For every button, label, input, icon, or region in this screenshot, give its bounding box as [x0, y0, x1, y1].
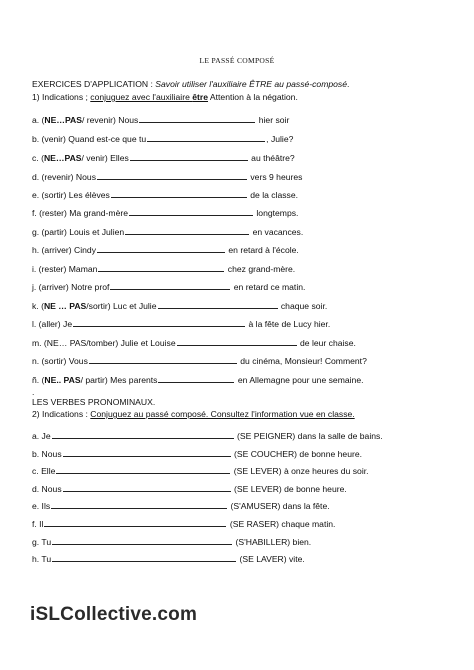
exercise-item-n: n. (sortir) Vous du cinéma, Monsieur! Comment? [32, 356, 367, 366]
answer-blank[interactable] [52, 430, 234, 439]
exercise-item-h: h. (arriver) Cindy en retard à l'école. [32, 245, 299, 255]
exercise-item-n-tilde: ñ. (NE.. PAS/ partir) Mes parents en Allemagne pour une semaine. [32, 375, 364, 385]
separator-dot: . [32, 387, 35, 397]
pronominal-item-f: f. Il (SE RASER) chaque matin. [32, 519, 336, 529]
exercise-item-g: g. (partir) Louis et Julien en vacances. [32, 227, 304, 237]
answer-blank[interactable] [147, 133, 265, 142]
answer-blank[interactable] [125, 226, 249, 235]
answer-blank[interactable] [89, 355, 237, 364]
exercise-item-c: c. (NE…PAS/ venir) Elles au théâtre? [32, 153, 295, 163]
exercise-item-l: l. (aller) Je à la fête de Lucy hier. [32, 319, 331, 329]
section2-instructions: 2) Indications : Conjuguez au passé composé. Consultez l'information vue en classe. [32, 409, 355, 419]
exercise-item-e: e. (sortir) Les élèves de la classe. [32, 190, 299, 200]
pronominal-item-d: d. Nous (SE LEVER) de bonne heure. [32, 484, 347, 494]
answer-blank[interactable] [111, 189, 247, 198]
answer-blank[interactable] [63, 483, 231, 492]
exercise-item-i: i. (rester) Maman chez grand-mère. [32, 264, 296, 274]
answer-blank[interactable] [177, 337, 297, 346]
pronominal-item-g: g. Tu (S'HABILLER) bien. [32, 537, 312, 547]
exercise-item-j: j. (arriver) Notre prof en retard ce matin. [32, 282, 306, 292]
answer-blank[interactable] [158, 300, 278, 309]
pronominal-item-a: a. Je (SE PEIGNER) dans la salle de bains. [32, 431, 383, 441]
answer-blank[interactable] [158, 374, 234, 383]
watermark-logo: iSLCollective.com [30, 604, 198, 625]
answer-blank[interactable] [97, 244, 225, 253]
answer-blank[interactable] [63, 448, 231, 457]
answer-blank[interactable] [130, 152, 248, 161]
answer-blank[interactable] [44, 518, 226, 527]
answer-blank[interactable] [129, 207, 253, 216]
section2-header: LES VERBES PRONOMINAUX. [32, 397, 156, 407]
answer-blank[interactable] [56, 465, 230, 474]
answer-blank[interactable] [98, 263, 224, 272]
section1-instructions: 1) Indications ; conjuguez avec l'auxiliaire être Attention à la négation. [32, 92, 298, 102]
answer-blank[interactable] [73, 318, 245, 327]
exercise-item-b: b. (venir) Quand est-ce que tu , Julie? [32, 134, 294, 144]
answer-blank[interactable] [52, 536, 232, 545]
section1-header: EXERCICES D'APPLICATION : Savoir utiliser l'auxiliaire ÊTRE au passé-composé. [32, 79, 350, 89]
answer-blank[interactable] [51, 500, 227, 509]
exercise-item-k: k. (NE … PAS/sortir) Luc et Julie chaque soir. [32, 301, 328, 311]
answer-blank[interactable] [52, 553, 236, 562]
pronominal-item-h: h. Tu (SE LAVER) vite. [32, 554, 305, 564]
exercise-item-a: a. (NE…PAS/ revenir) Nous hier soir [32, 115, 290, 125]
exercise-item-d: d. (revenir) Nous vers 9 heures [32, 172, 303, 182]
answer-blank[interactable] [139, 114, 255, 123]
answer-blank[interactable] [110, 281, 230, 290]
exercise-item-f: f. (rester) Ma grand-mère longtemps. [32, 208, 299, 218]
answer-blank[interactable] [97, 171, 247, 180]
pronominal-item-b: b. Nous (SE COUCHER) de bonne heure. [32, 449, 363, 459]
pronominal-item-e: e. Ils (S'AMUSER) dans la fête. [32, 501, 330, 511]
pronominal-item-c: c. Elle (SE LEVER) à onze heures du soir. [32, 466, 369, 476]
page-title: LE PASSÉ COMPOSÉ [199, 56, 275, 65]
exercise-item-m: m. (NE… PAS/tomber) Julie et Louise de leur chaise. [32, 338, 356, 348]
